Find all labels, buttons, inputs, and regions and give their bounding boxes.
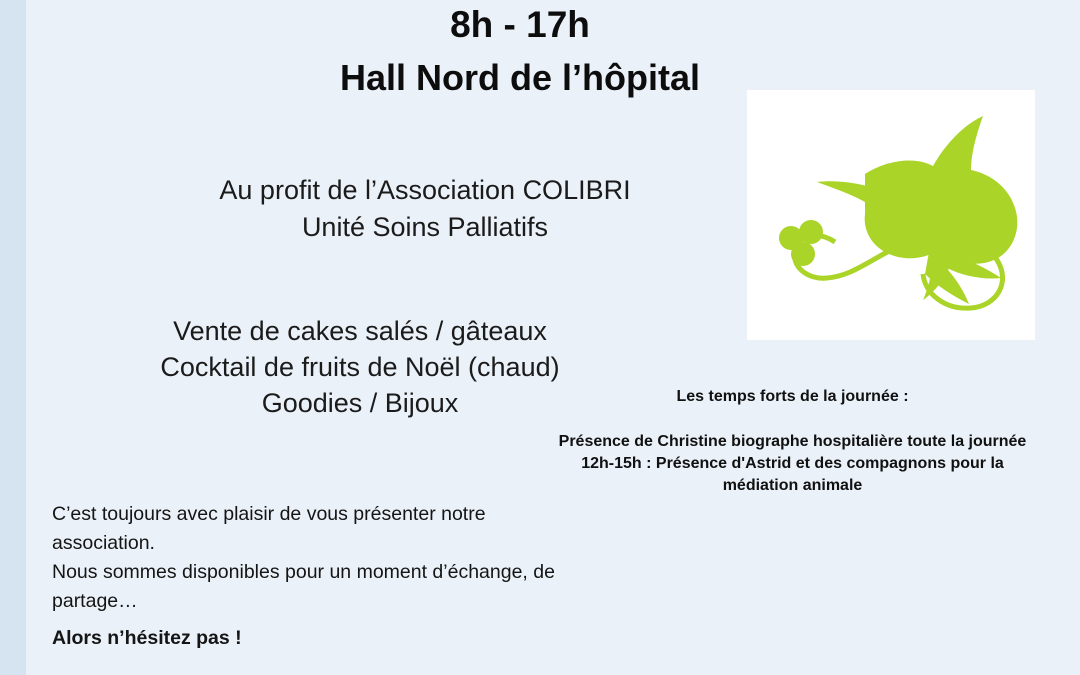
highlights-title: Les temps forts de la journée : xyxy=(676,388,909,405)
event-place: Hall Nord de l’hôpital xyxy=(339,57,701,98)
heading-block xyxy=(0,0,1040,101)
highlights-line-2: 12h-15h : Présence d'Astrid et des compagnons pour la xyxy=(581,455,1004,472)
closing-line-2: association. xyxy=(52,532,155,554)
highlights-line-1: Présence de Christine biographe hospitalière toute la journée xyxy=(558,433,1027,450)
closing-line-1: C’est toujours avec plaisir de vous présenter notre xyxy=(52,503,486,525)
closing-block xyxy=(52,500,672,653)
offer-line-3: Goodies / Bijoux xyxy=(261,388,459,418)
association-block xyxy=(60,172,790,246)
highlights-block xyxy=(520,385,1065,497)
closing-line-3: Nous sommes disponibles pour un moment d’échange, de xyxy=(52,561,555,583)
closing-line-4: partage… xyxy=(52,590,138,612)
offer-line-2: Cocktail de fruits de Noël (chaud) xyxy=(160,352,560,382)
colibri-hummingbird-icon xyxy=(747,90,1035,340)
association-line-2: Unité Soins Palliatifs xyxy=(301,212,549,242)
highlights-line-3: médiation animale xyxy=(722,477,863,494)
colibri-logo-box xyxy=(747,90,1035,340)
offer-line-1: Vente de cakes salés / gâteaux xyxy=(173,316,547,346)
event-time: 8h - 17h xyxy=(450,4,590,45)
closing-line-5: Alors n’hésitez pas ! xyxy=(52,627,242,649)
association-line-1: Au profit de l’Association COLIBRI xyxy=(219,175,631,205)
